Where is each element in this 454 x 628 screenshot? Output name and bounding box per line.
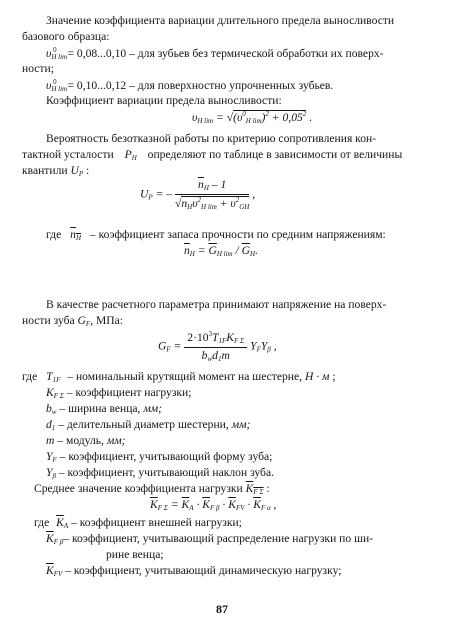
- text-line: базового образца:: [22, 30, 110, 43]
- text-line: m – модуль, мм;: [46, 434, 126, 447]
- text-line: $\overline{K}_{FV}$ – коэффициент, учитывающий динамическую нагрузку;: [46, 564, 342, 578]
- text-line: ности;: [22, 62, 54, 75]
- text-line: $Y_\beta$ – коэффициент, учитывающий наклон зуба.: [46, 466, 274, 480]
- text-line: $d_1$ – делительный диаметр шестерни, мм;: [46, 418, 251, 432]
- text-line: $\upsilon_{H lim}^0 = 0,08...0,10$ – для зубьев без термической обработки их поверх-: [46, 46, 384, 61]
- formula-safety-factor: $\overline{n}_H = \overline{G}_{H lim} / \overline{G}_H$.: [184, 244, 258, 258]
- formula-bending-stress: $G_F$ = $\frac{2\cdot 10^3T_{1F}K_{F \Sigma}}{b_wd_1m}$ $Y_FY_\beta$ ,: [158, 330, 277, 363]
- text-line: $b_w$ – ширина венца, мм;: [46, 402, 163, 416]
- text-line: где $\overline{K}_A$ – коэффициент внешней нагрузки;: [34, 516, 242, 530]
- text-line: $\overline{K}_{F \beta}-$ коэффициент, учитывающий распределение нагрузки по ши-: [46, 532, 374, 546]
- text-line: В качестве расчетного параметра принимают напряжение на поверх-: [46, 298, 387, 311]
- text-line: ности зуба $G_F$, МПа:: [22, 314, 124, 328]
- text-line: $Y_F$ – коэффициент, учитывающий форму зуба;: [46, 450, 273, 464]
- text-line: Коэффициент вариации предела выносливости:: [46, 94, 282, 107]
- text-line: рине венца;: [106, 548, 164, 561]
- formula-quantile: $U_P$ = – $\frac{\overline{n}_H - 1}{√n_H\upsilon^2_{H lim} + \upsilon^2_{GH}}$ ,: [140, 178, 256, 211]
- text-line: где $T_{1F}$ – номинальный крутящий момент на шестерне, Н · м ;: [22, 370, 336, 384]
- formula-variation-coefficient: $\upsilon_{H lim} = √(\upsilon^0_{H lim})^2 + 0,05^2$ .: [192, 110, 313, 125]
- text-line: квантили $U_P$ :: [22, 164, 90, 178]
- page-number: 87: [216, 602, 228, 616]
- text-line: тактной усталости $P_H$ определяют по таблице в зависимости от величины: [22, 148, 403, 162]
- text-line: Значение коэффициента вариации длительного предела выносливости: [46, 14, 395, 27]
- text-line: Вероятность безотказной работы по критерию сопротивления кон-: [46, 132, 377, 145]
- fraction: $\frac{\overline{n}_H - 1}{√n_H\upsilon^2_{H lim} + \upsilon^2_{GH}}$: [174, 178, 250, 211]
- formula-load-factor: $\overline{K}_{F \Sigma} = \overline{K}_A \cdot \overline{K}_{F \beta} \cdot \overline{K}_{FV} \cdot \overline{K}_{F \alpha}$ ,: [150, 498, 277, 512]
- text-line: $K_{F \Sigma}$ – коэффициент нагрузки;: [46, 386, 192, 400]
- text-line: где $n_H$ – коэффициент запаса прочности по средним напряжениям:: [46, 228, 386, 242]
- text-line: Среднее значение коэффициента нагрузки $K_{F \Sigma}$ :: [34, 482, 270, 496]
- fraction: $\frac{2\cdot 10^3T_{1F}K_{F \Sigma}}{b_wd_1m}$: [184, 330, 247, 364]
- text-line: $\upsilon_{H lim}^0 = 0,10...0,12$ – для поверхностно упрочненных зубьев.: [46, 78, 334, 93]
